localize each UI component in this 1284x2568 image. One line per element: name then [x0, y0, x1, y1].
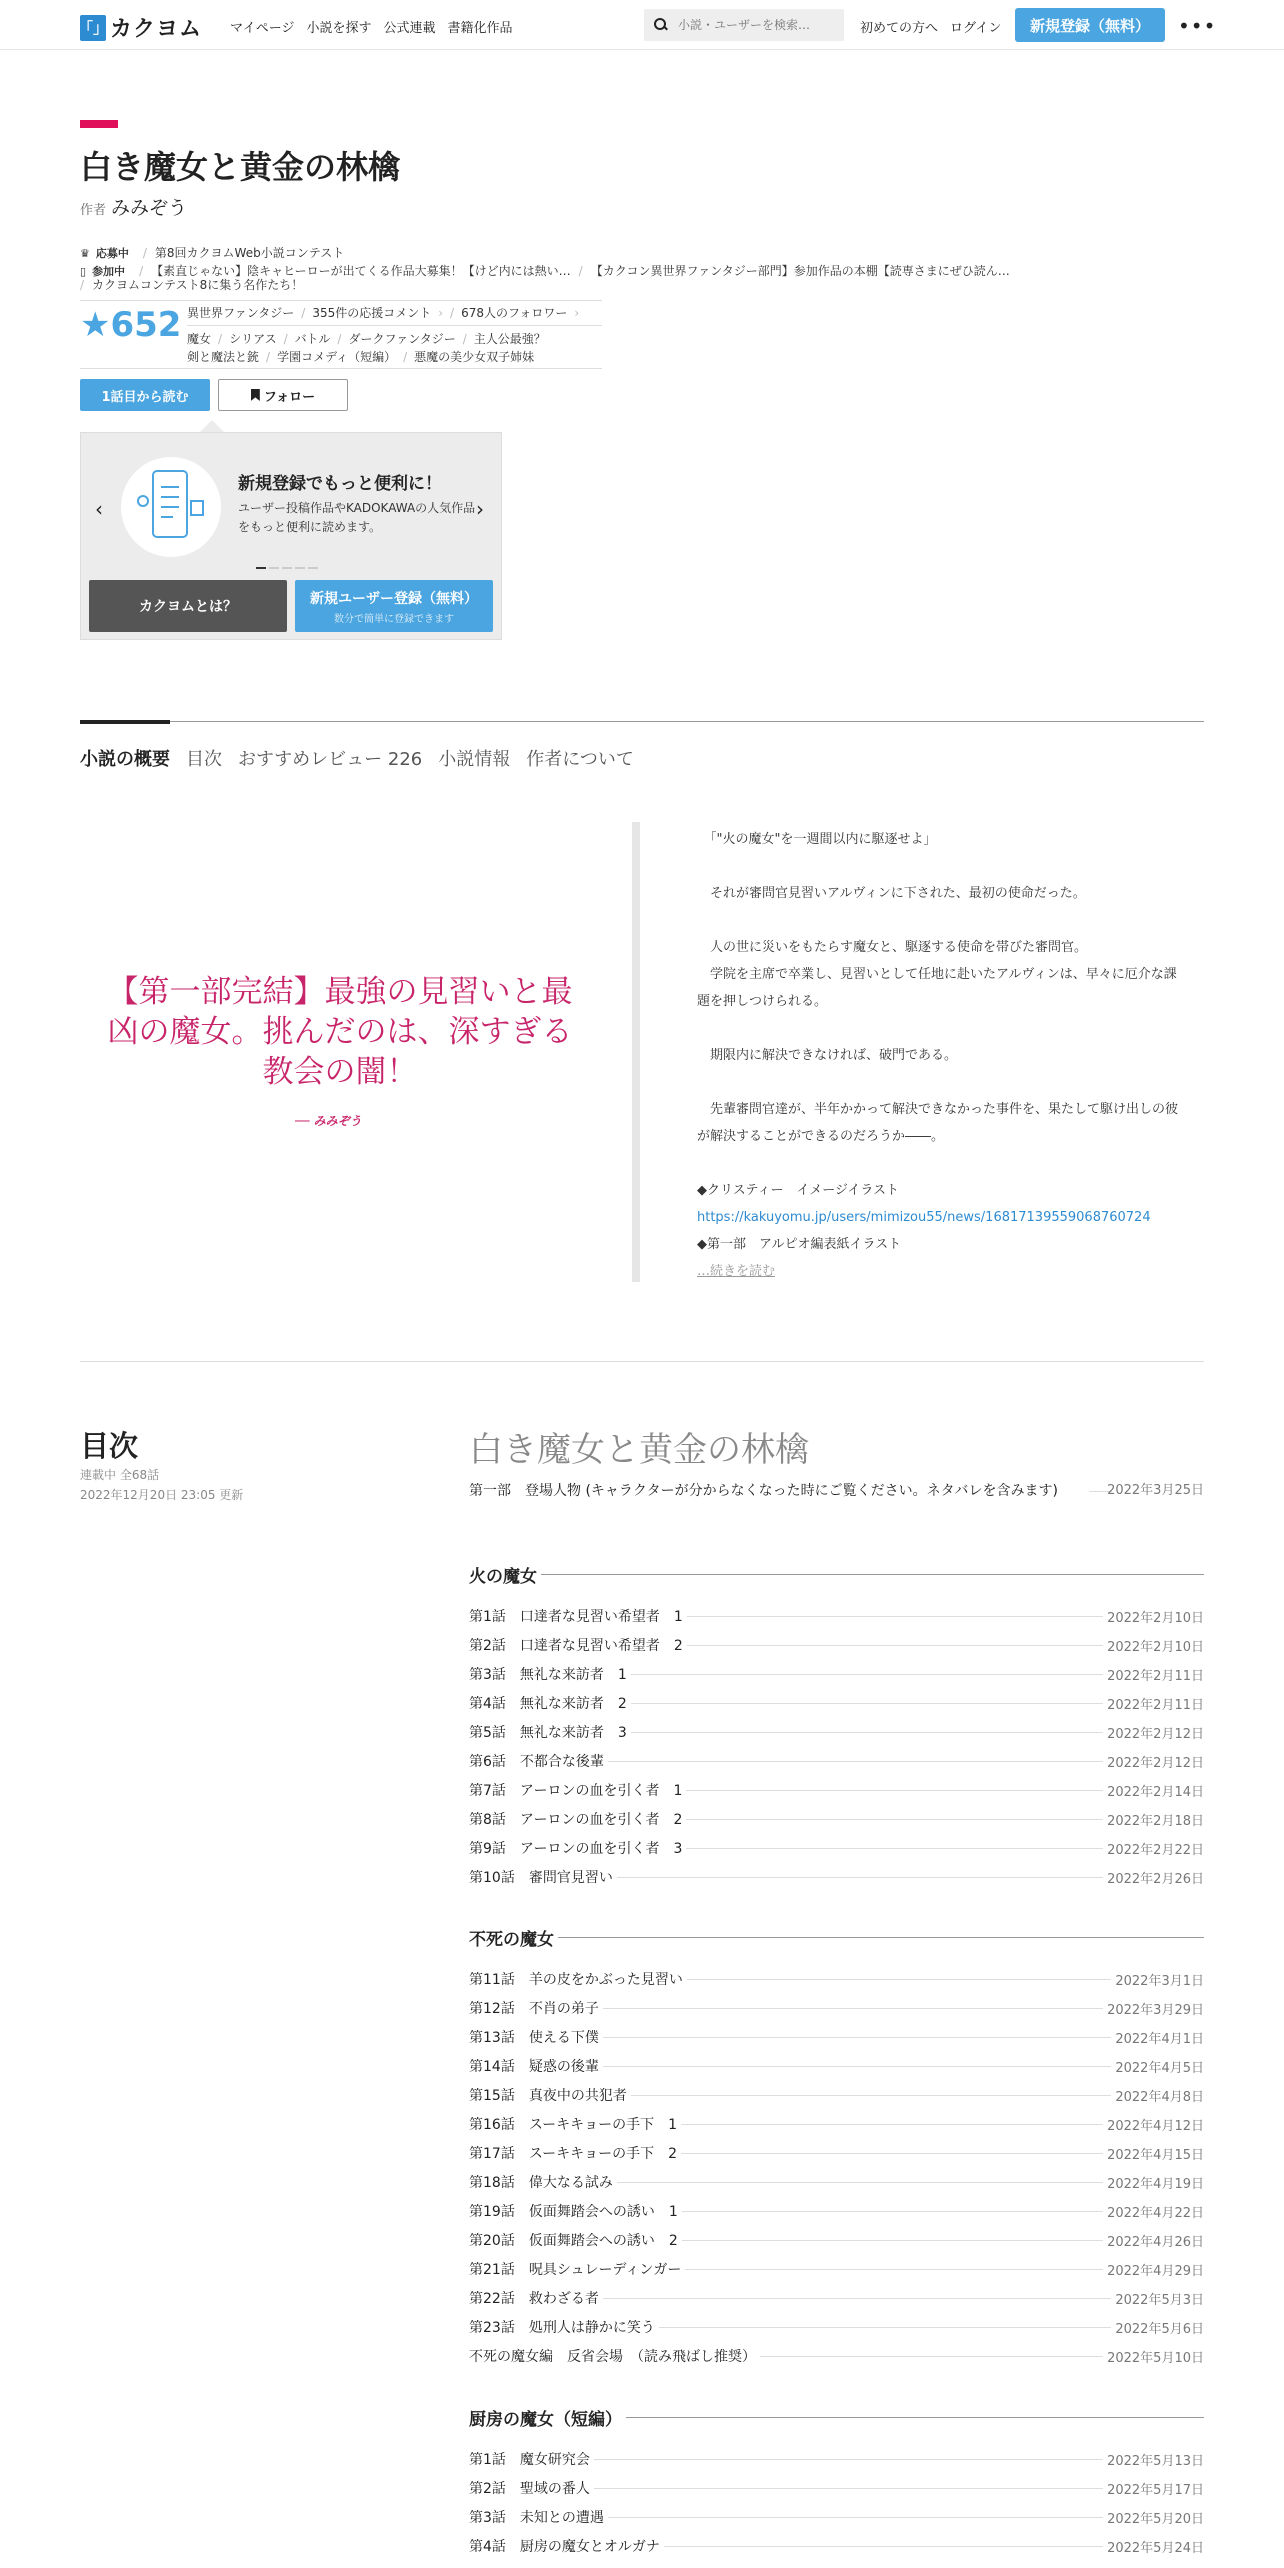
episode-row[interactable]	[469, 1722, 1204, 1742]
tag-link[interactable]: シリアス	[229, 332, 277, 346]
episode-title: 第16話 スーキキョーの手下 1	[469, 2117, 678, 2133]
promo-prev-icon[interactable]: ‹	[95, 497, 103, 521]
site-header	[0, 0, 1284, 50]
tag-link[interactable]: 魔女	[187, 332, 212, 346]
episode-row[interactable]	[469, 2027, 1204, 2047]
follow-label: フォロー	[263, 389, 316, 405]
episode-date: 2022年2月26日	[1107, 1871, 1204, 1887]
catchphrase: 【第一部完結】最強の見習いと最凶の魔女。挑んだのは、深すぎる教会の闇！	[107, 974, 573, 1090]
comments-link[interactable]: 355件の応援コメント	[312, 306, 432, 320]
episode-row[interactable]	[469, 2056, 1204, 2076]
section-title: 厨房の魔女（短編）	[469, 2410, 622, 2430]
contest-applying-link[interactable]: 第8回カクヨムWeb小説コンテスト	[154, 246, 345, 260]
author-label: 作者	[80, 203, 107, 218]
author-line	[80, 193, 187, 220]
tabs-divider	[80, 721, 1204, 722]
episode-date: 2022年5月10日	[1107, 2350, 1204, 2366]
episode-date: 2022年5月24日	[1107, 2540, 1204, 2556]
author-name[interactable]: みみぞう	[111, 197, 188, 219]
toc-section-heading	[469, 2405, 1204, 2430]
work-meta: 異世界ファンタジー / 355件の応援コメント › / 678人のフォロワー ›	[187, 306, 580, 320]
login-link[interactable]: ログイン	[950, 21, 1002, 36]
tag-link[interactable]: 学園コメディ（短編）	[277, 350, 397, 364]
work-title[interactable]: 白き魔女と黄金の林檎	[80, 148, 401, 186]
signup-promo	[80, 432, 502, 640]
episode-title: 第6話 不都合な後輩	[469, 1754, 604, 1770]
intro-paragraph: 先輩審問官達が、半年かかって解決できなかった事件を、果たして駆け出しの彼が解決することができるのだろうか――。	[697, 1102, 1179, 1144]
episode-row[interactable]	[469, 2172, 1204, 2192]
book-icon: ▯	[80, 265, 87, 278]
episode-title: 第18話 偉大なる試み	[469, 2175, 613, 2191]
intro-paragraph: 期限内に解決できなければ、破門である。	[697, 1048, 958, 1063]
intro-paragraph: 人の世に災いをもたらす魔女と、駆逐する使命を帯びた審問官。 学院を主席で卒業し、見習いとして任地に赴いたアルヴィンは、早々に厄介な課題を押しつけられる。	[697, 940, 1177, 1009]
episode-date: 2022年5月3日	[1115, 2292, 1204, 2308]
episode-title: 第一部 登場人物 (キャラクターが分からなくなった時にご覧ください。ネタバレを含みます)	[469, 1483, 1058, 1499]
contest-joining-row2: / カクヨムコンテスト8に集う名作たち！	[80, 278, 304, 292]
catchphrase-author: ── みみぞう	[295, 1114, 362, 1128]
promo-description: ユーザー投稿作品やKADOKAWAの人気作品をもっと便利に読めます。	[238, 501, 476, 534]
episode-date: 2022年2月14日	[1107, 1784, 1204, 1800]
search-icon[interactable]	[654, 18, 668, 32]
tab-toc[interactable]: 目次	[186, 749, 222, 770]
toc-status: 連載中 全68話	[80, 1468, 160, 1482]
read-first-episode-button[interactable]: 1話目から読む	[80, 379, 210, 411]
episode-date: 2022年2月11日	[1107, 1668, 1204, 1684]
episode-row[interactable]	[469, 2449, 1204, 2469]
episode-row[interactable]	[469, 1693, 1204, 1713]
intro-side-bar	[632, 822, 640, 1282]
episode-title: 第23話 処刑人は静かに笑う	[469, 2320, 655, 2336]
tag-link[interactable]: 剣と魔法と銃	[187, 350, 260, 364]
work-tabs	[80, 745, 634, 771]
episode-title: 第15話 真夜中の共犯者	[469, 2088, 627, 2104]
main-nav	[230, 17, 513, 36]
episode-date: 2022年4月19日	[1107, 2176, 1204, 2192]
episode-title: 第17話 スーキキョーの手下 2	[469, 2146, 678, 2162]
episode-date: 2022年2月12日	[1107, 1755, 1204, 1771]
intro-paragraph: ◆第一部 アルピオ編表紙イラスト	[697, 1237, 902, 1252]
episode-date: 2022年3月1日	[1115, 1973, 1204, 1989]
search-input[interactable]	[678, 18, 838, 32]
episode-title: 不死の魔女編 反省会場 （読み飛ばし推奨）	[469, 2349, 756, 2365]
intro-paragraph: ◆クリスティー イメージイラスト	[697, 1183, 900, 1198]
episode-title: 第5話 無礼な来訪者 3	[469, 1725, 627, 1741]
episode-row[interactable]	[469, 2230, 1204, 2250]
episode-title: 第3話 未知との遭遇	[469, 2510, 604, 2526]
episode-title: 第19話 仮面舞踏会への誘い 1	[469, 2204, 678, 2220]
logo-text: カクヨム	[110, 17, 203, 42]
episode-title: 第1話 魔女研究会	[469, 2452, 590, 2468]
section-title: 不死の魔女	[469, 1930, 554, 1950]
episode-date: 2022年2月10日	[1107, 1610, 1204, 1626]
illustration-link[interactable]: https://kakuyomu.jp/users/mimizou55/news/16817139559068760724	[697, 1210, 1151, 1225]
episode-date: 2022年4月29日	[1107, 2263, 1204, 2279]
tag-link[interactable]: バトル	[294, 332, 331, 346]
nav-published-works[interactable]: 書籍化作品	[447, 21, 513, 36]
tags-divider	[80, 368, 602, 369]
episode-title: 第9話 アーロンの血を引く者 3	[469, 1841, 683, 1857]
episode-row[interactable]	[469, 2201, 1204, 2221]
toc-character-list[interactable]	[469, 1481, 1204, 1501]
episode-date: 2022年3月29日	[1107, 2002, 1204, 2018]
episode-title: 第11話 羊の皮をかぶった見習い	[469, 1972, 683, 1988]
episode-row[interactable]	[469, 1751, 1204, 1771]
site-logo[interactable]	[80, 12, 202, 43]
toc-work-title: 白き魔女と黄金の林檎	[469, 1430, 809, 1470]
episode-date: 2022年4月15日	[1107, 2147, 1204, 2163]
episode-date: 2022年4月26日	[1107, 2234, 1204, 2250]
tags-row-2: 剣と魔法と銃 / 学園コメディ（短編） / 悪魔の美少女双子姉妹	[187, 350, 535, 364]
promo-pointer	[200, 420, 224, 432]
followers-link[interactable]: 678人のフォロワー	[461, 306, 568, 320]
episode-row[interactable]	[469, 2346, 1204, 2366]
contest-joining: ▯ 参加中 / 【素直じゃない】陰キャヒーローが出てくる作品大募集！【けど内には熱い… / 【カクコン異世界ファンタジー部門】参加作品の本棚【読専さまにぜひ読ん…	[80, 264, 1010, 278]
episode-title: 第8話 アーロンの血を引く者 2	[469, 1812, 683, 1828]
episode-title: 第4話 無礼な来訪者 2	[469, 1696, 627, 1712]
signup-button[interactable]: 新規登録（無料）	[1015, 8, 1165, 42]
episode-title: 第4話 厨房の魔女とオルガナ	[469, 2539, 660, 2555]
episode-title: 第20話 仮面舞踏会への誘い 2	[469, 2233, 678, 2249]
episode-row[interactable]	[469, 2288, 1204, 2308]
episode-row[interactable]	[469, 1635, 1204, 1655]
episode-date: 2022年5月6日	[1115, 2321, 1204, 2337]
nav-mypage[interactable]: マイページ	[230, 21, 295, 36]
tag-link[interactable]: ダークファンタジー	[348, 332, 456, 346]
nav-official-series[interactable]: 公式連載	[383, 21, 436, 36]
episode-row[interactable]	[469, 2536, 1204, 2556]
signup-button-label: 新規ユーザー登録（無料）	[310, 590, 478, 607]
star-count[interactable]: ★652	[80, 305, 182, 345]
episode-date: 2022年2月18日	[1107, 1813, 1204, 1829]
episode-title: 第7話 アーロンの血を引く者 1	[469, 1783, 683, 1799]
episode-date: 2022年2月10日	[1107, 1639, 1204, 1655]
beginners-link[interactable]: 初めての方へ	[860, 21, 939, 36]
contest-applying-label: 応募中	[95, 247, 129, 260]
promo-title: 新規登録でもっと便利に！	[238, 474, 442, 494]
tags-row-1: 魔女 / シリアス / バトル / ダークファンタジー / 主人公最強？	[187, 332, 546, 346]
crown-icon: ♛	[80, 247, 90, 260]
intro-paragraph: 「"火の魔女"を一週間以内に駆逐せよ」	[697, 832, 937, 847]
episode-row[interactable]	[469, 2085, 1204, 2105]
bookmark-icon	[251, 389, 260, 401]
logo-mark: 「」	[80, 15, 106, 41]
episode-row[interactable]	[469, 2478, 1204, 2498]
tag-link[interactable]: 悪魔の美少女双子姉妹	[414, 350, 535, 364]
episode-title: 第22話 救わざる者	[469, 2291, 599, 2307]
episode-title: 第1話 口達者な見習い希望者 1	[469, 1609, 683, 1625]
accent-bar	[80, 120, 118, 128]
episode-title: 第13話 使える下僕	[469, 2030, 599, 2046]
episode-date: 2022年2月11日	[1107, 1697, 1204, 1713]
episode-date: 2022年2月22日	[1107, 1842, 1204, 1858]
intro-paragraph: それが審問官見習いアルヴィンに下された、最初の使命だった。	[697, 886, 1086, 901]
tab-author[interactable]: 作者について	[526, 749, 634, 770]
active-tab-indicator	[80, 720, 170, 724]
stats-divider	[80, 300, 602, 301]
episode-row[interactable]	[469, 2259, 1204, 2279]
episode-date: 2022年3月25日	[1107, 1483, 1204, 1498]
toc-section-heading	[469, 1562, 1204, 1587]
episode-row[interactable]	[469, 1998, 1204, 2018]
more-menu-icon[interactable]: •••	[1178, 14, 1217, 38]
new-user-signup-button[interactable]	[295, 580, 493, 632]
contest-applying: ♛ 応募中 / 第8回カクヨムWeb小説コンテスト	[80, 246, 345, 260]
episode-row[interactable]	[469, 1606, 1204, 1626]
toc-section-heading	[469, 1925, 1204, 1950]
episode-date: 2022年5月17日	[1107, 2482, 1204, 2498]
contest-joining-link-2[interactable]: 【カクコン異世界ファンタジー部門】参加作品の本棚【読専さまにぜひ読ん…	[590, 264, 1010, 278]
episode-date: 2022年5月13日	[1107, 2453, 1204, 2469]
tab-overview[interactable]: 小説の概要	[80, 749, 170, 770]
signup-button-sublabel: 数分で簡単に登録できます	[334, 613, 454, 625]
contest-joining-label: 参加中	[92, 265, 126, 278]
episode-row[interactable]	[469, 1838, 1204, 1858]
episode-row[interactable]	[469, 1969, 1204, 1989]
search-box[interactable]	[644, 9, 844, 41]
promo-illustration	[121, 457, 221, 557]
genre-link[interactable]: 異世界ファンタジー	[187, 306, 295, 320]
tab-novel-info[interactable]: 小説情報	[438, 749, 511, 770]
episode-title: 第10話 審問官見習い	[469, 1870, 613, 1886]
episode-date: 2022年4月8日	[1115, 2089, 1204, 2105]
nav-search-novels[interactable]: 小説を探す	[306, 21, 372, 36]
meta-divider	[187, 325, 602, 326]
episode-row[interactable]	[469, 1809, 1204, 1829]
tag-link[interactable]: 主人公最強？	[473, 332, 546, 346]
episode-row[interactable]	[469, 2317, 1204, 2337]
episode-date: 2022年4月12日	[1107, 2118, 1204, 2134]
episode-title: 第21話 呪具シュレーディンガー	[469, 2262, 682, 2278]
read-more-link[interactable]: …続きを読む	[697, 1264, 776, 1279]
carousel-dots[interactable]	[256, 567, 318, 569]
episode-row[interactable]	[469, 1780, 1204, 1800]
toc-heading: 目次	[80, 1429, 139, 1463]
episode-date: 2022年4月5日	[1115, 2060, 1204, 2076]
episode-row[interactable]	[469, 2507, 1204, 2527]
episode-date: 2022年4月1日	[1115, 2031, 1204, 2047]
toc-updated: 2022年12月20日 23:05 更新	[80, 1488, 244, 1502]
section-divider	[80, 1361, 1204, 1362]
episode-title: 第3話 無礼な来訪者 1	[469, 1667, 627, 1683]
contest-joining-link-1[interactable]: 【素直じゃない】陰キャヒーローが出てくる作品大募集！【けど内には熱い…	[151, 264, 571, 278]
episode-date: 2022年2月12日	[1107, 1726, 1204, 1742]
episode-title: 第2話 聖域の番人	[469, 2481, 590, 2497]
episode-row[interactable]	[469, 1867, 1204, 1887]
follow-button[interactable]	[218, 379, 348, 411]
episode-row[interactable]	[469, 1664, 1204, 1684]
promo-next-icon[interactable]: ›	[476, 497, 484, 521]
episode-row[interactable]	[469, 2143, 1204, 2163]
contest-joining-link-3[interactable]: カクヨムコンテスト8に集う名作たち！	[92, 278, 304, 292]
introduction	[697, 826, 1187, 1285]
episode-row[interactable]	[469, 2114, 1204, 2134]
episode-date: 2022年5月20日	[1107, 2511, 1204, 2527]
episode-title: 第12話 不肖の弟子	[469, 2001, 599, 2017]
episode-title: 第14話 疑惑の後輩	[469, 2059, 599, 2075]
episode-title: 第2話 口達者な見習い希望者 2	[469, 1638, 683, 1654]
tab-reviews[interactable]: おすすめレビュー 226	[238, 749, 423, 770]
about-kakuyomu-button[interactable]: カクヨムとは？	[89, 580, 287, 632]
episode-date: 2022年4月22日	[1107, 2205, 1204, 2221]
section-title: 火の魔女	[469, 1567, 537, 1587]
